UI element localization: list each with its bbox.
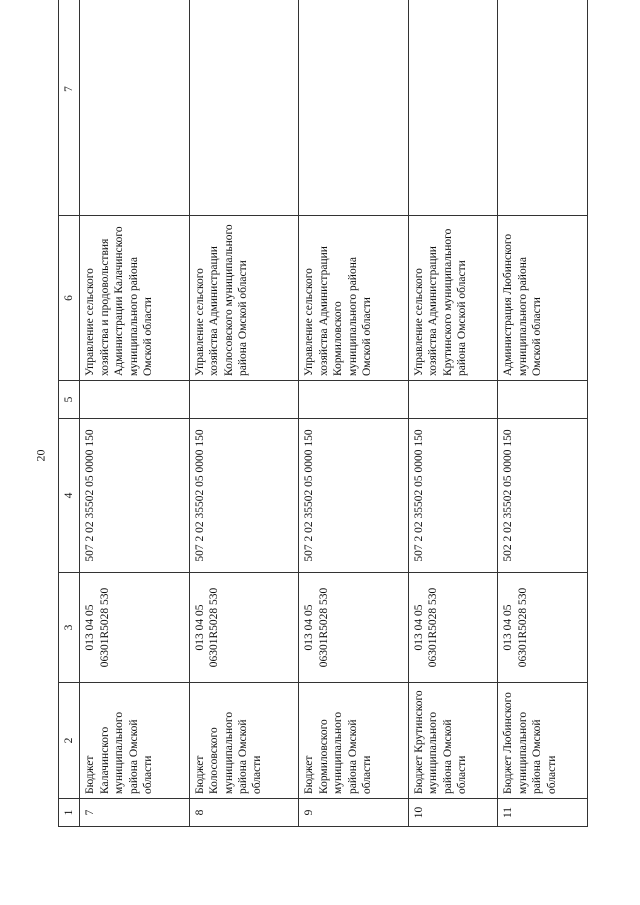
row-number: 7 (80, 799, 190, 827)
table-row (80, 0, 190, 827)
budget-name: Бюджет Любинского муниципального района Омской области (498, 683, 588, 799)
col-7-cell (408, 0, 498, 216)
revenue-code: 507 2 02 35502 05 0000 150 (408, 419, 498, 573)
administrator-name: Управление сельского хозяйства Администрации Кормиловского муниципального района Омской области (299, 216, 409, 381)
col-5-cell (498, 381, 588, 419)
rotated-table-frame (58, 26, 588, 827)
revenue-code: 507 2 02 35502 05 0000 150 (189, 419, 299, 573)
col-7-cell (498, 0, 588, 216)
budget-name: Бюджет Крутинского муниципального района Омской области (408, 683, 498, 799)
budget-table (58, 0, 588, 827)
budget-classification-code: 013 04 05 06301R5028 530 (80, 573, 190, 683)
budget-name: Бюджет Колосовского муниципального района Омской области (189, 683, 299, 799)
row-number: 9 (299, 799, 409, 827)
budget-name: Бюджет Калачинского муниципального района Омской области (80, 683, 190, 799)
budget-name: Бюджет Кормиловского муниципального района Омской области (299, 683, 409, 799)
budget-classification-code: 013 04 05 06301R5028 530 (299, 573, 409, 683)
administrator-name: Администрация Любинского муниципального района Омской области (498, 216, 588, 381)
table-header (59, 0, 80, 827)
header-col-6: 6 (59, 216, 80, 381)
row-number: 11 (498, 799, 588, 827)
table-body (80, 0, 588, 827)
col-7-cell (299, 0, 409, 216)
administrator-name: Управление сельского хозяйства Администрации Крутинского муниципального района Омской области (408, 216, 498, 381)
revenue-code: 502 2 02 35502 05 0000 150 (498, 419, 588, 573)
header-col-3: 3 (59, 573, 80, 683)
header-col-7: 7 (59, 0, 80, 216)
row-number: 10 (408, 799, 498, 827)
table-row (498, 0, 588, 827)
header-row (59, 0, 80, 827)
table-container (58, 26, 588, 827)
revenue-code: 507 2 02 35502 05 0000 150 (299, 419, 409, 573)
col-5-cell (408, 381, 498, 419)
revenue-code: 507 2 02 35502 05 0000 150 (80, 419, 190, 573)
col-5-cell (299, 381, 409, 419)
row-number: 8 (189, 799, 299, 827)
table-row (299, 0, 409, 827)
budget-classification-code: 013 04 05 06301R5028 530 (498, 573, 588, 683)
header-col-2: 2 (59, 683, 80, 799)
budget-classification-code: 013 04 05 06301R5028 530 (189, 573, 299, 683)
budget-classification-code: 013 04 05 06301R5028 530 (408, 573, 498, 683)
table-row (408, 0, 498, 827)
administrator-name: Управление сельского хозяйства и продовольствия Администрации Калачинского муниципального района Омской области (80, 216, 190, 381)
administrator-name: Управление сельского хозяйства Администрации Колосовского муниципального района Омской области (189, 216, 299, 381)
header-col-1: 1 (59, 799, 80, 827)
col-5-cell (80, 381, 190, 419)
col-7-cell (189, 0, 299, 216)
header-col-5: 5 (59, 381, 80, 419)
table-row (189, 0, 299, 827)
col-7-cell (80, 0, 190, 216)
header-col-4: 4 (59, 419, 80, 573)
col-5-cell (189, 381, 299, 419)
page-number: 20 (33, 449, 48, 462)
